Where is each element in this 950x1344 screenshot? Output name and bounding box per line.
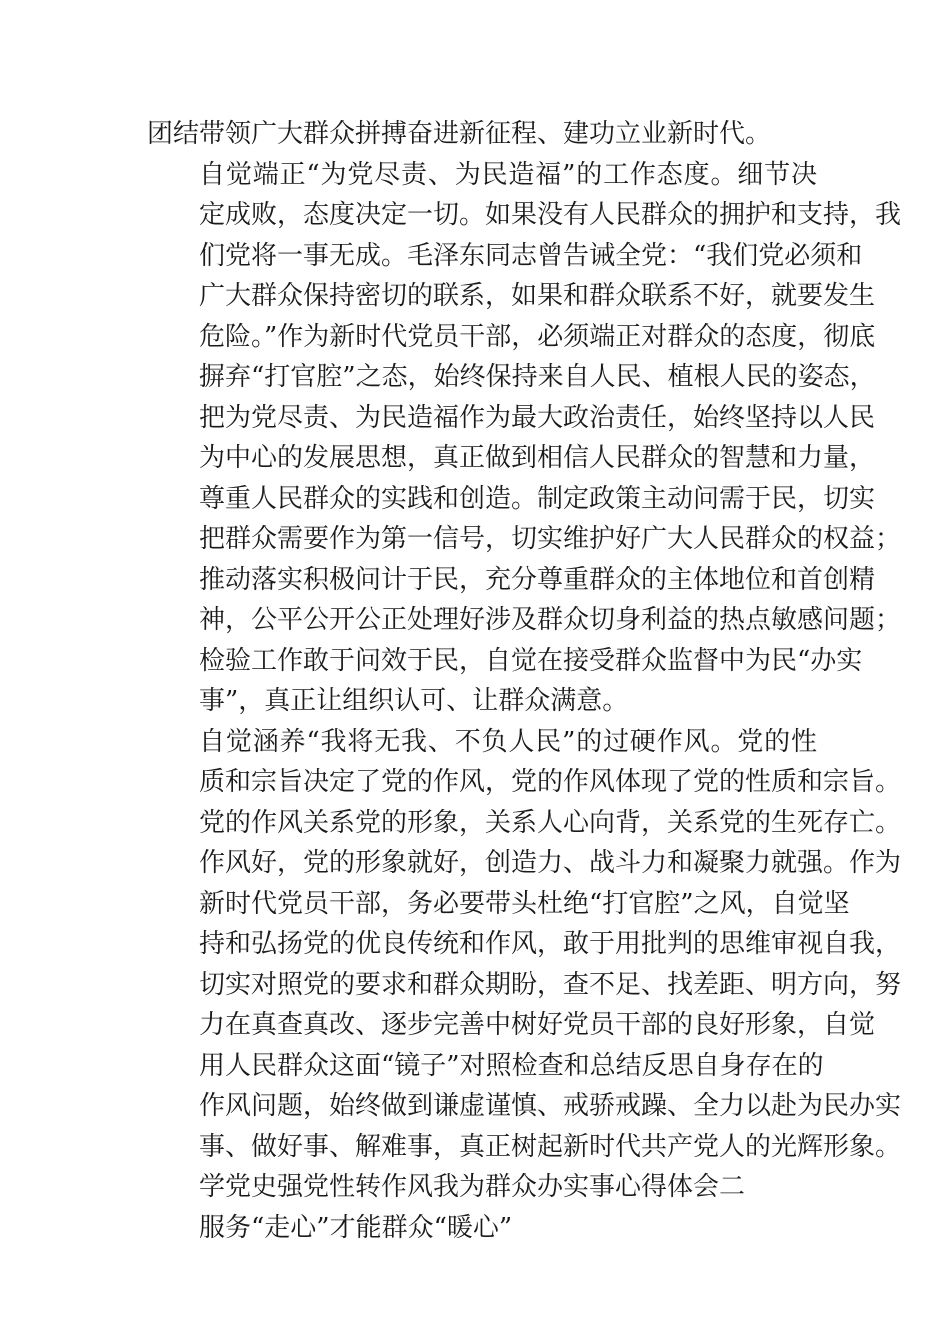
text-line: 力在真查真改、逐步完善中树好党员干部的良好形象，自觉 [199, 1010, 876, 1040]
text-line: 事”，真正让组织认可、让群众满意。 [199, 686, 629, 716]
text-line: 学党史强党性转作风我为群众办实事心得体会二 [199, 1172, 746, 1202]
text-line: 神，公平公开公正处理好涉及群众切身利益的热点敏感问题； [199, 605, 902, 635]
text-line: 推动落实积极问计于民，充分尊重群众的主体地位和首创精 [199, 564, 876, 595]
text-line: 服务“走心”才能群众“暖心” [199, 1212, 513, 1243]
text-line: 作风好，党的形象就好，创造力、战斗力和凝聚力就强。作为 [199, 848, 902, 878]
paragraph-2 [147, 155, 902, 722]
text-line: 作风问题，始终做到谦虚谨慎、戒骄戒躁、全力以赴为民办实 [199, 1091, 902, 1121]
text-line: 们党将一事无成。毛泽东同志曾告诫全党：“我们党必须和 [199, 240, 863, 271]
text-line: 切实对照党的要求和群众期盼，查不足、找差距、明方向，努 [199, 969, 902, 1000]
text-line: 定成败，态度决定一切。如果没有人民群众的拥护和支持，我 [199, 200, 902, 230]
paragraph-5 [147, 1208, 817, 1249]
text-line: 自觉涵养“我将无我、不负人民”的过硬作风。党的性 [199, 726, 817, 757]
text-line: 新时代党员干部，务必要带头杜绝“打官腔”之风，自觉坚 [199, 888, 850, 919]
text-line: 用人民群众这面“镜子”对照检查和总结反思自身存在的 [199, 1050, 824, 1081]
text-line: 把为党尽责、为民造福作为最大政治责任，始终坚持以人民 [199, 402, 876, 433]
text-line: 把群众需要作为第一信号，切实维护好广大人民群众的权益； [199, 524, 902, 554]
document-body [147, 114, 902, 1248]
text-line: 持和弘扬党的优良传统和作风，敢于用批判的思维审视自我， [199, 929, 902, 959]
text-line: 尊重人民群众的实践和创造。制定政策主动问需于民，切实 [199, 483, 876, 514]
text-line: 事、做好事、解难事，真正树起新时代共产党人的光辉形象。 [199, 1131, 902, 1162]
paragraph-3 [147, 722, 902, 1168]
text-line: 为中心的发展思想，真正做到相信人民群众的智慧和力量， [199, 443, 876, 473]
text-line: 危险。”作为新时代党员干部，必须端正对群众的态度，彻底 [199, 321, 876, 352]
paragraph-4 [147, 1167, 817, 1208]
paragraph-1 [147, 114, 817, 155]
text-line: 自觉端正“为党尽责、为民造福”的工作态度。细节决 [199, 159, 817, 190]
text-line: 广大群众保持密切的联系，如果和群众联系不好，就要发生 [199, 281, 876, 311]
text-line: 摒弃“打官腔”之态，始终保持来自人民、植根人民的姿态， [199, 362, 876, 392]
text-line: 团结带领广大群众拼搏奋进新征程、建功立业新时代。 [147, 119, 772, 149]
text-line: 党的作风关系党的形象，关系人心向背，关系党的生死存亡。 [199, 807, 902, 838]
text-line: 质和宗旨决定了党的作风，党的作风体现了党的性质和宗旨。 [199, 767, 902, 797]
text-line: 检验工作敢于问效于民，自觉在接受群众监督中为民“办实 [199, 645, 863, 676]
